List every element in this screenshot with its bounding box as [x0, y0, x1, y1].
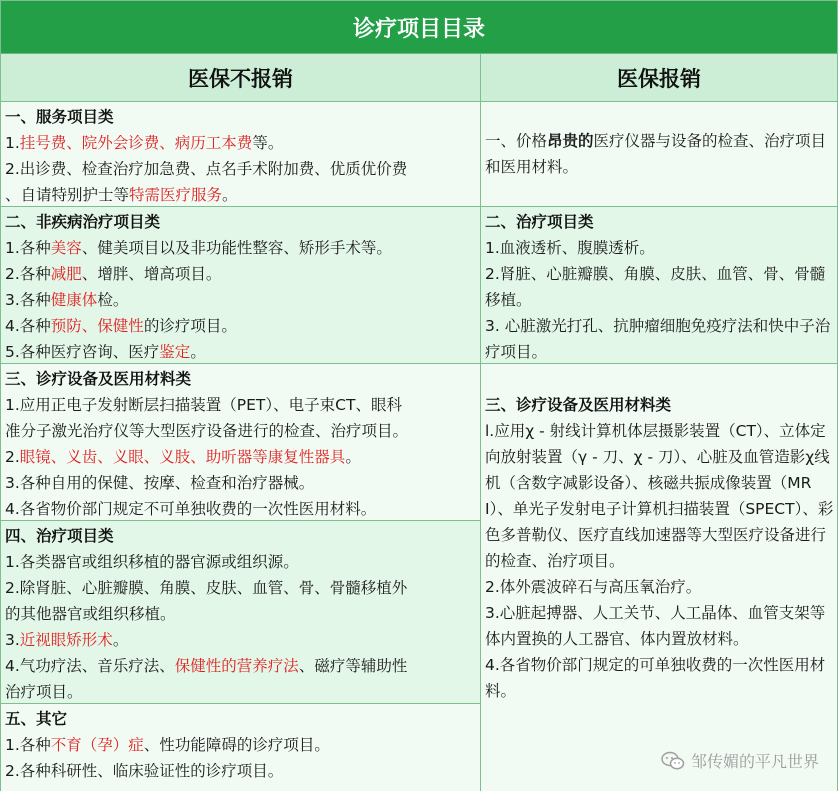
list-item: 1.各种美容、健美项目以及非功能性整容、矫形手术等。: [5, 239, 392, 257]
left-section-service: [1, 102, 481, 207]
watermark-text: 邹传媚的平凡世界: [690, 752, 819, 771]
list-item: 1.各类器官或组织移植的器官源或组织源。: [5, 553, 299, 571]
header-reimbursed: 医保报销: [481, 54, 837, 102]
left-section-treatment: [1, 521, 481, 704]
list-item: 2.出诊费、检查治疗加急费、点名手术附加费、优质优价费: [5, 160, 408, 178]
section-heading: 五、其它: [5, 710, 68, 728]
list-item: 1.血液透析、腹膜透析。: [485, 239, 655, 257]
left-section-other: [1, 704, 481, 791]
list-item: 3.各种自用的保健、按摩、检查和治疗器械。: [5, 474, 315, 492]
list-item: 4.各省物价部门规定不可单独收费的一次性医用材料。: [5, 500, 377, 518]
list-item: 3. 心脏激光打孔、抗肿瘤细胞免疫疗法和快中子治疗项目。: [485, 317, 831, 361]
list-item: 2.除肾脏、心脏瓣膜、角膜、皮肤、血管、骨、骨髓移植外: [5, 579, 408, 597]
list-item: 2.各种减肥、增胖、增高项目。: [5, 265, 222, 283]
table-title: 诊疗项目目录: [1, 1, 837, 54]
list-item-continued: 准分子激光治疗仪等大型医疗设备进行的检查、治疗项目。: [5, 422, 409, 440]
list-item-continued: 的其他器官或组织移植。: [5, 605, 176, 623]
section-heading: 一、服务项目类: [5, 108, 114, 126]
list-item: 4.各省物价部门规定的可单独收费的一次性医用材料。: [485, 656, 826, 700]
list-item-continued: 治疗项目。: [5, 683, 83, 701]
section-heading: 四、治疗项目类: [5, 527, 114, 545]
left-section-non-disease: [1, 207, 481, 364]
list-item: 1.挂号费、院外会诊费、病历工本费等。: [5, 134, 284, 152]
section-heading: 三、诊疗设备及医用材料类: [485, 396, 672, 414]
list-item: 一、价格昂贵的医疗仪器与设备的检查、治疗项目和医用材料。: [485, 132, 827, 176]
list-item: 2.各种科研性、临床验证性的诊疗项目。: [5, 762, 284, 780]
list-item: 4.各种预防、保健性的诊疗项目。: [5, 317, 237, 335]
right-section-expensive: [481, 102, 837, 207]
list-item: 5.各种医疗咨询、医疗鉴定。: [5, 343, 206, 361]
left-section-equipment: [1, 364, 481, 521]
header-not-reimbursed: 医保不报销: [1, 54, 481, 102]
list-item: 3.心脏起搏器、人工关节、人工晶体、血管支架等体内置换的人工器官、体内置放材料。: [485, 604, 826, 648]
list-item: 2.眼镜、义齿、义眼、义肢、助听器等康复性器具。: [5, 448, 361, 466]
list-item: 3.近视眼矫形术。: [5, 631, 129, 649]
list-item-continued: 、自请特别护士等特需医疗服务。: [5, 186, 238, 204]
list-item: 4.气功疗法、音乐疗法、保健性的营养疗法、磁疗等辅助性: [5, 657, 408, 675]
list-item: 2.肾脏、心脏瓣膜、角膜、皮肤、血管、骨、骨髓移植。: [485, 265, 826, 309]
watermark: [661, 749, 819, 772]
section-heading: 二、非疾病治疗项目类: [5, 213, 161, 231]
wechat-icon: [661, 751, 685, 771]
list-item: 3.各种健康体检。: [5, 291, 129, 309]
section-heading: 二、治疗项目类: [485, 213, 594, 231]
right-section-equipment: [481, 364, 837, 791]
list-item: l.应用χ - 射线计算机体层摄影装置（CT）、立体定向放射装置（γ - 刀、χ - 刀）、心脏及血管造影χ线机（含数字减影设备）、核磁共振成像装置（MRI）、单光子发射电子计算机扫描装置（SPECT）、彩色多普勒仪、医疗直线加速器等大型医疗设备进行的检查、治疗项目。: [485, 422, 834, 570]
list-item: 1.各种不育（孕）症、性功能障碍的诊疗项目。: [5, 736, 330, 754]
section-heading: 三、诊疗设备及医用材料类: [5, 370, 192, 388]
list-item: 2.体外震波碎石与高压氧治疗。: [485, 578, 702, 596]
list-item: 1.应用正电子发射断层扫描装置（PET）、电子束CT、眼科: [5, 396, 402, 414]
right-section-treatment: [481, 207, 837, 364]
